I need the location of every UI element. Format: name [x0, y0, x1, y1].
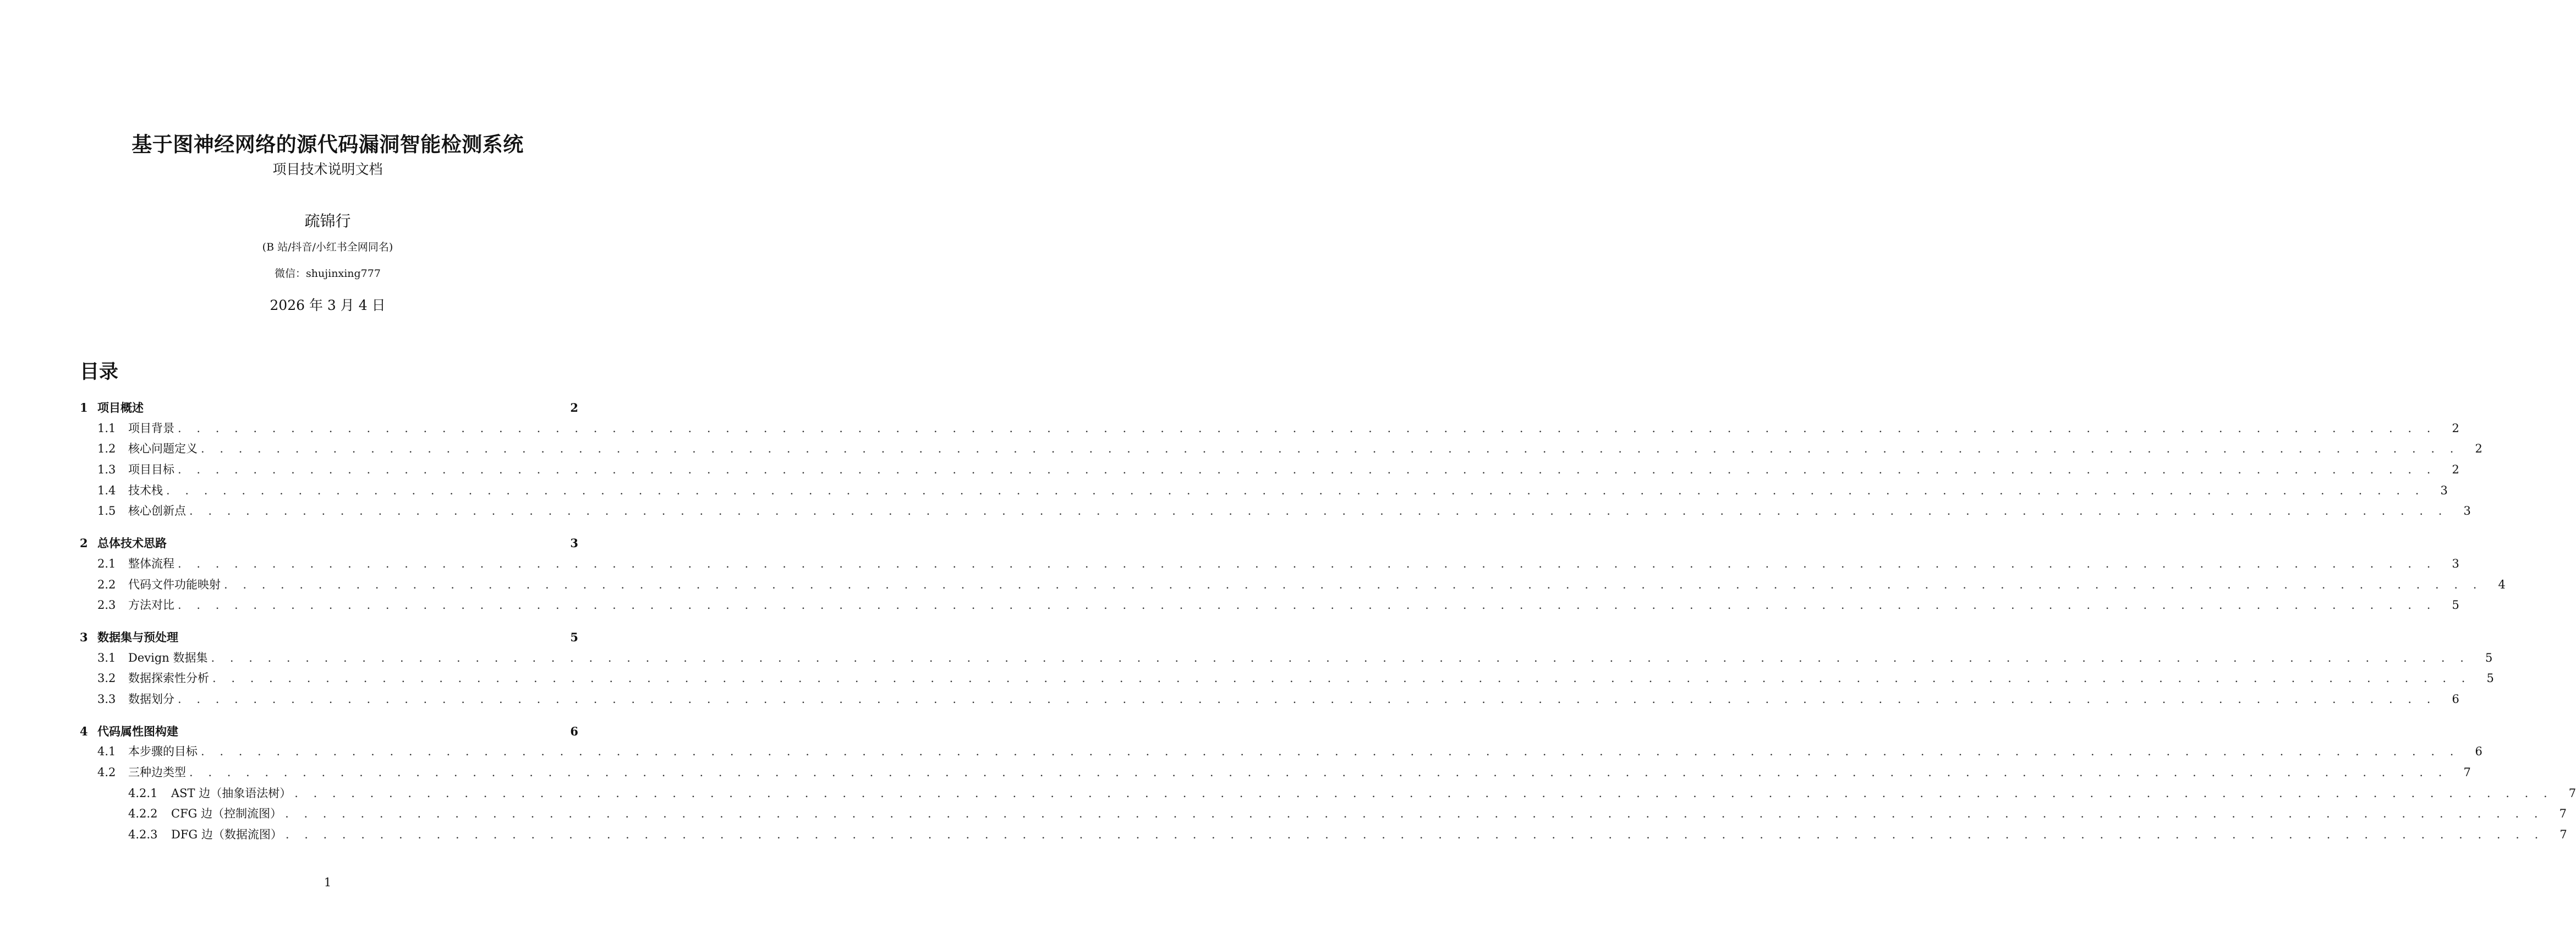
toc-entry-page: 5 — [2485, 651, 2493, 664]
toc-subsection-entry[interactable] — [80, 481, 2448, 501]
toc-entry-page: 3 — [2463, 504, 2471, 518]
toc-entry-page: 2 — [2452, 463, 2459, 477]
toc-entry-title: 数据集与预处理 — [97, 630, 178, 644]
toc-dot-leader: . . . . . . . . . . . . . . . . . . . . . . . . . . . . . . . . . . . . . . . . . . . . . . . . . . . . . . . . . . . . . . . . . . . . . . . . . . . . . . . . . . . . . . . . . . . . . . . . . . . . . . . . . . . . . . . . . . . . . . . . — [178, 692, 2436, 706]
toc-section-entry[interactable] — [80, 397, 578, 418]
toc-dot-leader: . . . . . . . . . . . . . . . . . . . . . . . . . . . . . . . . . . . . . . . . . . . . . . . . . . . . . . . . . . . . . . . . . . . . . . . . . . . . . . . . . . . . . . . . . . . . . . . . . . . . . . . . . . . . . . . . . . . . . . . . — [201, 442, 2459, 456]
toc-subsection-entry[interactable] — [80, 595, 2459, 616]
toc-entry-page: 3 — [2452, 557, 2459, 570]
toc-entry-number: 3 — [80, 630, 88, 644]
toc-subsection-entry[interactable] — [80, 501, 2471, 522]
toc-entry-number: 1 — [80, 401, 88, 415]
toc-section — [80, 627, 2494, 710]
toc-subsection-entry[interactable] — [80, 648, 2493, 669]
toc-entry-number: 1.1 — [97, 421, 116, 435]
toc-subsection-entry[interactable] — [80, 825, 2567, 846]
toc-entry-page: 5 — [2486, 672, 2494, 685]
toc-entry-page: 7 — [2463, 766, 2471, 779]
toc-entry-title: 代码属性图构建 — [97, 724, 178, 738]
toc-section-entry[interactable] — [80, 721, 578, 742]
toc-entry-number: 1.3 — [97, 463, 116, 477]
toc-dot-leader: . . . . . . . . . . . . . . . . . . . . . . . . . . . . . . . . . . . . . . . . . . . . . . . . . . . . . . . . . . . . . . . . . . . . . . . . . . . . . . . . . . . . . . . . . . . . . . . . . . . . . . . . . . . . . . . . . . . . . . . . — [285, 807, 2544, 821]
toc-entry-page: 6 — [2452, 692, 2459, 706]
toc-entry-page: 2 — [570, 401, 578, 415]
toc-subsection-entry[interactable] — [80, 689, 2459, 710]
toc-dot-leader: . . . . . . . . . . . . . . . . . . . . . . . . . . . . . . . . . . . . . . . . . . . . . . . . . . . . . . . . . . . . . . . . . . . . . . . . . . . . . . . . . . . . . . . . . . . . . . . . . . . . . . . . . . . . . . . . . . . . . . . . — [201, 745, 2459, 759]
toc-entry-number: 4.2.1 — [128, 786, 158, 800]
author-note: (B 站/抖音/小红书全网同名) — [262, 241, 393, 253]
toc-entry-page: 7 — [2559, 807, 2567, 821]
toc-entry-title: 技术栈 — [128, 483, 163, 497]
toc-entry-title: DFG 边（数据流图） — [171, 828, 282, 842]
toc-entry-page: 3 — [2440, 483, 2448, 497]
toc-entry-title: 项目目标 — [128, 463, 174, 477]
toc-entry-title: 整体流程 — [128, 557, 174, 570]
page-number: 1 — [324, 876, 332, 889]
toc-entry-page: 6 — [2475, 745, 2482, 759]
toc-entry-title: 项目背景 — [128, 421, 174, 435]
toc-subsection-entry[interactable] — [80, 668, 2494, 689]
table-of-contents — [80, 397, 2576, 857]
toc-entry-number: 1.2 — [97, 442, 116, 456]
toc-entry-number: 3.1 — [97, 651, 116, 664]
toc-entry-number: 3.2 — [97, 672, 116, 685]
author-name: 疏锦行 — [304, 212, 351, 230]
toc-entry-title: AST 边（抽象语法树） — [171, 786, 292, 800]
toc-dot-leader: . . . . . . . . . . . . . . . . . . . . . . . . . . . . . . . . . . . . . . . . . . . . . . . . . . . . . . . . . . . . . . . . . . . . . . . . . . . . . . . . . . . . . . . . . . . . . . . . . . . . . . . . . . . . . . . . . . . . . . . . — [189, 504, 2448, 518]
toc-entry-page: 5 — [570, 630, 578, 644]
toc-subsection-entry[interactable] — [80, 741, 2482, 762]
toc-entry-title: 数据探索性分析 — [128, 672, 209, 685]
toc-subsection-entry[interactable] — [80, 575, 2506, 596]
toc-entry-page: 3 — [570, 536, 578, 550]
document-title: 基于图神经网络的源代码漏洞智能检测系统 — [131, 132, 524, 156]
toc-entry-title: 项目概述 — [97, 401, 144, 415]
toc-subsection-entry[interactable] — [80, 460, 2459, 481]
toc-dot-leader: . . . . . . . . . . . . . . . . . . . . . . . . . . . . . . . . . . . . . . . . . . . . . . . . . . . . . . . . . . . . . . . . . . . . . . . . . . . . . . . . . . . . . . . . . . . . . . . . . . . . . . . . . . . . . . . . . . . . . . . . — [178, 463, 2436, 477]
toc-entry-title: 核心创新点 — [128, 504, 186, 518]
toc-entry-page: 7 — [2559, 828, 2567, 842]
toc-section — [80, 397, 2482, 522]
toc-entry-title: 代码文件功能映射 — [128, 577, 221, 591]
toc-entry-title: 数据划分 — [128, 692, 174, 706]
toc-dot-leader: . . . . . . . . . . . . . . . . . . . . . . . . . . . . . . . . . . . . . . . . . . . . . . . . . . . . . . . . . . . . . . . . . . . . . . . . . . . . . . . . . . . . . . . . . . . . . . . . . . . . . . . . . . . . . . . . . . . . . . . . — [178, 421, 2436, 435]
toc-subsection-entry[interactable] — [80, 762, 2471, 783]
toc-entry-number: 2.3 — [97, 598, 116, 612]
wechat-contact: 微信：shujinxing777 — [275, 268, 381, 280]
toc-entry-number: 2 — [80, 536, 88, 550]
toc-entry-number: 4 — [80, 724, 88, 738]
document-date: 2026 年 3 月 4 日 — [270, 297, 386, 313]
toc-entry-page: 2 — [2475, 442, 2482, 456]
toc-entry-title: 核心问题定义 — [128, 442, 198, 456]
toc-entry-page: 5 — [2452, 598, 2459, 612]
toc-entry-number: 4.2.2 — [128, 807, 158, 821]
toc-entry-number: 4.2.3 — [128, 828, 158, 842]
toc-subsection-entry[interactable] — [80, 554, 2459, 575]
toc-entry-title: 总体技术思路 — [97, 536, 167, 550]
toc-entry-number: 1.5 — [97, 504, 116, 518]
toc-subsection-entry[interactable] — [80, 783, 2576, 804]
toc-dot-leader: . . . . . . . . . . . . . . . . . . . . . . . . . . . . . . . . . . . . . . . . . . . . . . . . . . . . . . . . . . . . . . . . . . . . . . . . . . . . . . . . . . . . . . . . . . . . . . . . . . . . . . . . . . . . . . . . . . . . . . . . — [211, 651, 2470, 664]
toc-entry-title: Devign 数据集 — [128, 651, 208, 664]
toc-heading: 目录 — [80, 361, 119, 383]
toc-section-entry[interactable] — [80, 533, 578, 554]
toc-dot-leader: . . . . . . . . . . . . . . . . . . . . . . . . . . . . . . . . . . . . . . . . . . . . . . . . . . . . . . . . . . . . . . . . . . . . . . . . . . . . . . . . . . . . . . . . . . . . . . . . . . . . . . . . . . . . . . . . . . . . . . . . — [189, 766, 2448, 779]
toc-dot-leader: . . . . . . . . . . . . . . . . . . . . . . . . . . . . . . . . . . . . . . . . . . . . . . . . . . . . . . . . . . . . . . . . . . . . . . . . . . . . . . . . . . . . . . . . . . . . . . . . . . . . . . . . . . . . . . . . . . . . . . . . — [166, 483, 2425, 497]
toc-dot-leader: . . . . . . . . . . . . . . . . . . . . . . . . . . . . . . . . . . . . . . . . . . . . . . . . . . . . . . . . . . . . . . . . . . . . . . . . . . . . . . . . . . . . . . . . . . . . . . . . . . . . . . . . . . . . . . . . . . . . . . . . — [212, 672, 2471, 685]
toc-entry-page: 4 — [2498, 577, 2506, 591]
toc-dot-leader: . . . . . . . . . . . . . . . . . . . . . . . . . . . . . . . . . . . . . . . . . . . . . . . . . . . . . . . . . . . . . . . . . . . . . . . . . . . . . . . . . . . . . . . . . . . . . . . . . . . . . . . . . . . . . . . . . . . . . . . . — [178, 557, 2436, 570]
toc-entry-page: 6 — [570, 724, 578, 738]
toc-entry-title: 三种边类型 — [128, 766, 186, 779]
toc-entry-title: CFG 边（控制流图） — [171, 807, 282, 821]
toc-subsection-entry[interactable] — [80, 439, 2482, 460]
toc-section-entry[interactable] — [80, 627, 578, 648]
toc-dot-leader: . . . . . . . . . . . . . . . . . . . . . . . . . . . . . . . . . . . . . . . . . . . . . . . . . . . . . . . . . . . . . . . . . . . . . . . . . . . . . . . . . . . . . . . . . . . . . . . . . . . . . . . . . . . . . . . . . . . . . . . . — [224, 577, 2482, 591]
toc-entry-page: 7 — [2568, 786, 2576, 800]
toc-section — [80, 721, 2576, 846]
toc-entry-title: 本步骤的目标 — [128, 745, 198, 759]
toc-dot-leader: . . . . . . . . . . . . . . . . . . . . . . . . . . . . . . . . . . . . . . . . . . . . . . . . . . . . . . . . . . . . . . . . . . . . . . . . . . . . . . . . . . . . . . . . . . . . . . . . . . . . . . . . . . . . . . . . . . . . . . . . — [178, 598, 2436, 612]
toc-entry-number: 3.3 — [97, 692, 116, 706]
toc-entry-number: 1.4 — [97, 483, 116, 497]
document-subtitle: 项目技术说明文档 — [272, 161, 383, 177]
toc-entry-number: 2.1 — [97, 557, 116, 570]
toc-entry-page: 2 — [2452, 421, 2459, 435]
toc-subsection-entry[interactable] — [80, 418, 2459, 439]
toc-entry-number: 4.1 — [97, 745, 116, 759]
toc-entry-number: 2.2 — [97, 577, 116, 591]
toc-subsection-entry[interactable] — [80, 804, 2567, 825]
toc-dot-leader: . . . . . . . . . . . . . . . . . . . . . . . . . . . . . . . . . . . . . . . . . . . . . . . . . . . . . . . . . . . . . . . . . . . . . . . . . . . . . . . . . . . . . . . . . . . . . . . . . . . . . . . . . . . . . . . . . . . . . . . . — [294, 786, 2553, 800]
toc-dot-leader: . . . . . . . . . . . . . . . . . . . . . . . . . . . . . . . . . . . . . . . . . . . . . . . . . . . . . . . . . . . . . . . . . . . . . . . . . . . . . . . . . . . . . . . . . . . . . . . . . . . . . . . . . . . . . . . . . . . . . . . . — [285, 828, 2544, 842]
toc-entry-number: 4.2 — [97, 766, 116, 779]
title-block — [0, 130, 655, 179]
toc-entry-title: 方法对比 — [128, 598, 174, 612]
toc-section — [80, 533, 2506, 616]
